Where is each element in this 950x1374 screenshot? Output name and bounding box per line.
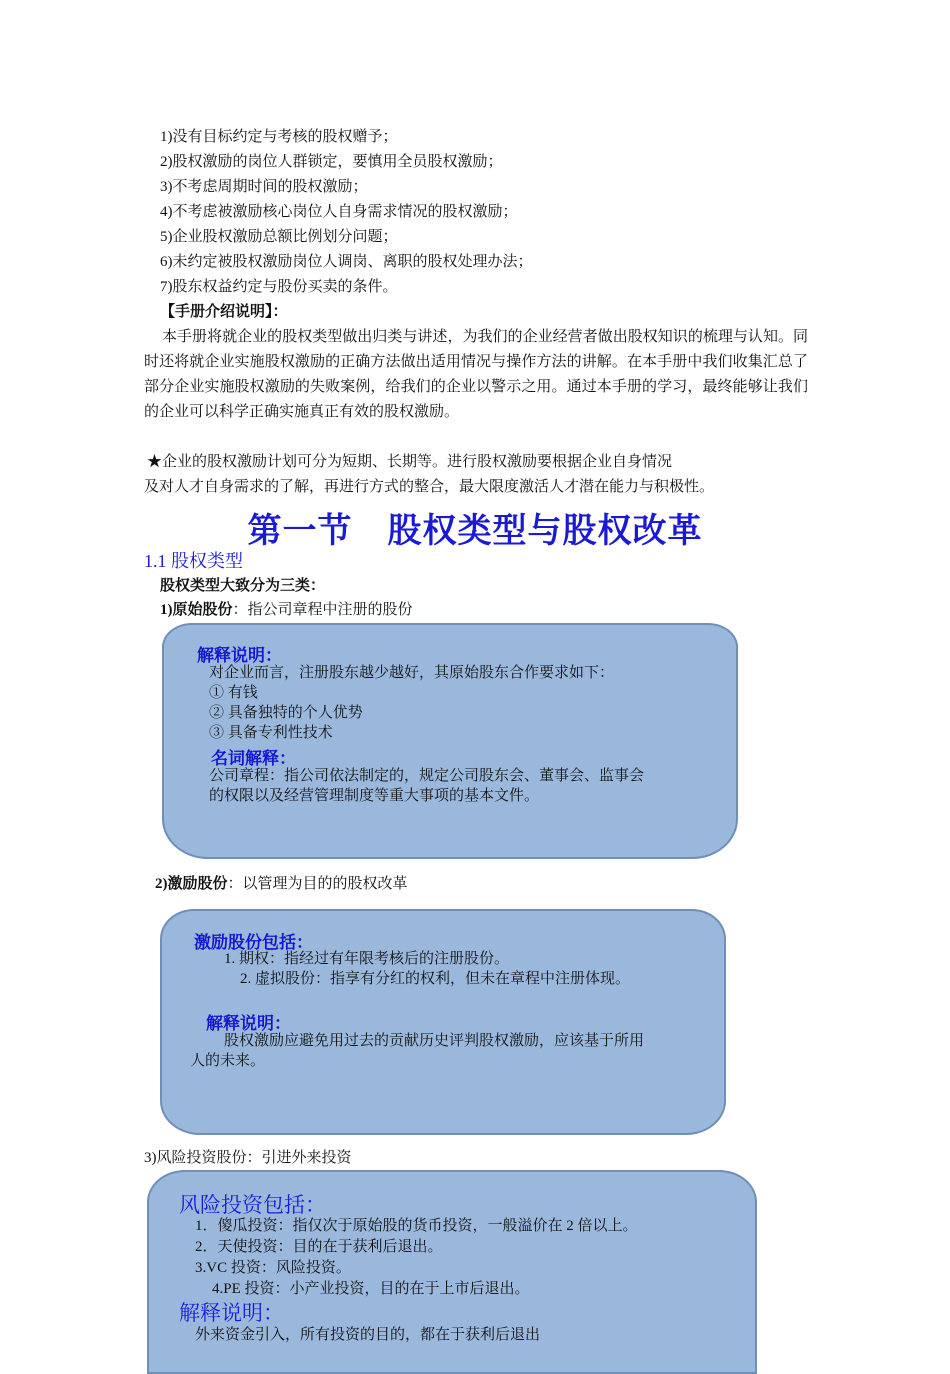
box3-item: 3.VC 投资：风险投资。 [195,1260,351,1276]
star-line: ★企业的股权激励计划可分为短期、长期等。进行股权激励要根据企业自身情况 [147,454,673,470]
problem-item: 5)企业股权激励总额比例划分问题； [160,229,398,245]
problem-item: 6)未约定被股权激励岗位人调岗、离职的股权处理办法； [160,254,533,270]
type2-line [155,874,408,894]
box1-term-title: 名词解释： [211,749,296,768]
box1-item: ① 有钱 [209,685,258,701]
section-title: 第一节 股权类型与股权改革 [247,513,703,550]
problem-item: 4)不考虑被激励核心岗位人自身需求情况的股权激励； [160,204,518,220]
box2-note-title: 解释说明： [206,1014,291,1033]
problem-item: 1)没有目标约定与考核的股权赠予； [160,129,398,145]
type2-colon: ： [227,876,243,892]
explanation-box-1 [162,623,738,859]
type1-desc: 指公司章程中注册的股份 [247,602,413,618]
box1-intro: 对企业而言，注册股东越少越好，其原始股东合作要求如下： [209,665,615,681]
subsection-heading: 1.1 股权类型 [144,551,243,571]
box3-note-line: 外来资金引入，所有投资的目的，都在于获利后退出 [195,1327,541,1343]
star-line: 及对人才自身需求的了解，再进行方式的整合，最大限度激活人才潜在能力与积极性。 [144,479,715,495]
incentive-box [160,909,726,1135]
type3-line: 3)风险投资股份：引进外来投资 [144,1150,352,1166]
box1-item: ② 具备独特的个人优势 [209,705,363,721]
types-intro: 股权类型大致分为三类： [160,578,326,594]
type1-line [160,600,413,620]
box1-title: 解释说明： [197,646,282,665]
type1-colon: ： [232,602,248,618]
problem-item: 2)股权激励的岗位人群锁定，要慎用全员股权激励； [160,154,503,170]
box3-item: 1．傻瓜投资：指仅次于原始股的货币投资，一般溢价在 2 倍以上。 [195,1218,638,1234]
type2-desc: 以管理为目的的股权改革 [242,876,408,892]
manual-paragraph: 本手册将就企业的股权类型做出归类与讲述，为我们的企业经营者做出股权知识的梳理与认知。同时还将就企业实施股权激励的正确方法做出适用情况与操作方法的讲解。在本手册中我们收集汇总了部分企业实施股权激励的失败案例，给我们的企业以警示之用。通过本手册的学习，最终能够让我们的企业可以科学正确实施真正有效的股权激励。 [144,329,808,420]
problem-item: 7)股东权益约定与股份买卖的条件。 [160,279,398,295]
box2-item: 2. 虚拟股份：指享有分红的权利，但未在章程中注册体现。 [240,971,631,987]
box1-term-line: 的权限以及经营管理制度等重大事项的基本文件。 [209,788,540,804]
box2-note-line: 人的未来。 [190,1053,266,1069]
box2-title: 激励股份包括： [194,933,313,952]
box3-note-title: 解释说明： [179,1301,284,1325]
box2-item: 1. 期权：指经过有年限考核后的注册股份。 [224,951,510,967]
box3-item: 4.PE 投资：小产业投资，目的在于上市后退出。 [212,1281,530,1297]
box3-title: 风险投资包括： [179,1193,326,1217]
manual-heading: 【手册介绍说明】： [160,304,288,320]
problem-item: 3)不考虑周期时间的股权激励； [160,179,368,195]
box3-item: 2．天使投资：目的在于获利后退出。 [195,1239,443,1255]
type1-label: 1)原始股份 [160,602,233,618]
box2-note-line: 股权激励应避免用过去的贡献历史评判股权激励，应该基于所用 [224,1033,645,1049]
type2-label: 2)激励股份 [155,876,228,892]
box1-term-line: 公司章程：指公司依法制定的，规定公司股东会、董事会、监事会 [209,768,645,784]
venture-box [147,1170,757,1374]
box1-item: ③ 具备专利性技术 [209,725,333,741]
